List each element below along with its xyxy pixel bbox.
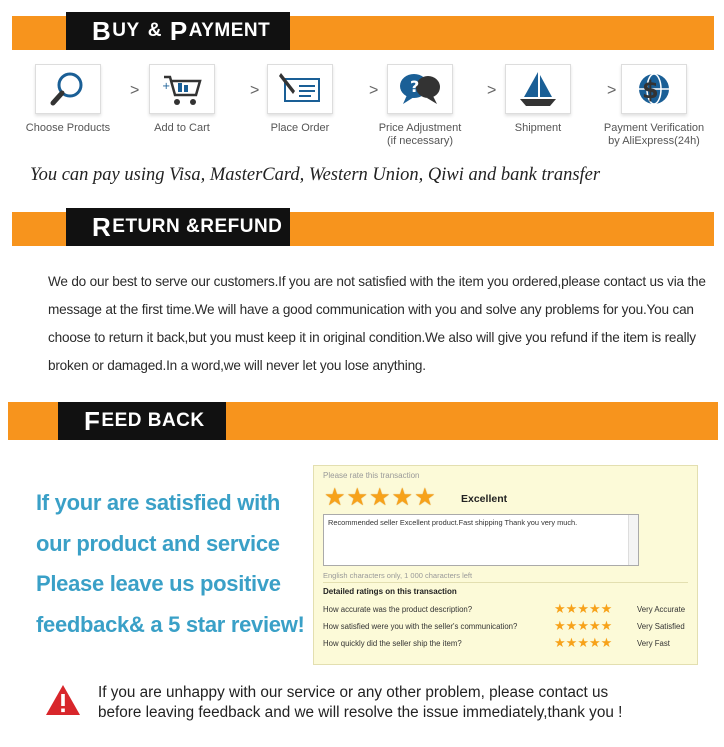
star-icon[interactable]: ★ <box>588 635 601 650</box>
svg-text:+: + <box>162 81 171 92</box>
feedback-request-line: our product and service <box>36 531 280 556</box>
star-icon[interactable]: ★ <box>588 618 601 633</box>
rating-question: How quickly did the seller ship the item? <box>323 639 462 648</box>
feedback-request-line: feedback& a 5 star review! <box>36 612 305 637</box>
rating-value: Very Accurate <box>637 605 686 614</box>
star-icon[interactable]: ★ <box>565 618 578 633</box>
star-icon[interactable]: ★ <box>577 601 589 616</box>
star-icon[interactable]: ★ <box>588 601 601 616</box>
textarea-scrollbar[interactable] <box>628 515 638 565</box>
star-icon[interactable]: ★ <box>554 635 566 650</box>
rating-question: How accurate was the product description? <box>323 605 473 614</box>
overall-rating-label: Excellent <box>461 493 508 505</box>
cart-icon <box>160 69 204 109</box>
step-place-order: Place Order <box>240 64 360 135</box>
star-icon[interactable]: ★ <box>554 601 566 616</box>
feedback-request-line: Please leave us positive <box>36 571 281 596</box>
row-star-rating[interactable] <box>554 619 612 632</box>
step-price-adjustment: ? Price Adjustment (if necessary) <box>360 64 480 148</box>
star-icon[interactable]: ★ <box>600 618 613 633</box>
ship-icon <box>516 69 560 109</box>
feedback-comment-textarea[interactable]: Recommended seller Excellent product.Fast shipping Thank you very much. <box>323 514 639 566</box>
star-icon[interactable]: ★ <box>600 635 613 650</box>
star-icon[interactable]: ★ <box>577 635 589 650</box>
star-icon[interactable]: ★ <box>324 484 346 511</box>
step-arrow: > <box>487 82 497 99</box>
step-arrow: > <box>130 82 140 99</box>
row-star-rating[interactable] <box>554 602 612 615</box>
star-icon[interactable]: ★ <box>414 484 436 511</box>
rating-panel-header: Please rate this transaction <box>323 471 420 480</box>
detailed-ratings-title: Detailed ratings on this transaction <box>323 587 457 596</box>
row-star-rating[interactable] <box>554 636 612 649</box>
rating-panel <box>313 465 698 665</box>
step-shipment: Shipment <box>478 64 598 135</box>
step-payment-verification: $ Payment Verification by AliExpress(24h) <box>592 64 716 148</box>
warning-message: If you are unhappy with our service or any other problem, please contact us before leaving feedback and we will resolve the issue immediately,thank you ! <box>98 684 623 721</box>
star-icon[interactable]: ★ <box>565 601 578 616</box>
payment-section-title: B UY & P AYMENT <box>66 12 290 50</box>
star-icon[interactable]: ★ <box>565 635 578 650</box>
star-icon[interactable]: ★ <box>391 484 414 511</box>
step-choose-products: Choose Products <box>8 64 128 135</box>
globe-dollar-icon <box>632 69 676 109</box>
refund-policy-text: We do our best to serve our customers.If you are not satisfied with the item you ordered,please contact us via the message at the first time.We will have a good communication with you and solve any problems for you.You can choose to return it back,but you must keep it in original condition.We also will give you refund if the item is really broken or damaged.In a word,we will never let you lose anything. <box>48 274 706 373</box>
order-icon <box>277 69 323 109</box>
star-icon[interactable]: ★ <box>369 484 391 511</box>
step-arrow: > <box>607 82 617 99</box>
svg-text:$: $ <box>642 76 659 104</box>
rating-question: How satisfied were you with the seller's communication? <box>323 622 518 631</box>
rating-value: Very Fast <box>637 639 670 648</box>
warning-icon <box>44 683 82 717</box>
payment-methods-text: You can pay using Visa, MasterCard, Western Union, Qiwi and bank transfer <box>30 165 601 185</box>
star-icon[interactable]: ★ <box>346 484 369 511</box>
step-arrow: > <box>369 82 379 99</box>
refund-section-title: R ETURN &REFUND <box>66 208 290 246</box>
feedback-request-line: If your are satisfied with <box>36 490 281 515</box>
svg-text:?: ? <box>410 77 420 96</box>
characters-left-note: English characters only, 1 000 characters left <box>323 571 473 580</box>
overall-star-rating[interactable] <box>324 486 437 510</box>
rating-value: Very Satisfied <box>637 622 685 631</box>
step-arrow: > <box>250 82 260 99</box>
star-icon[interactable]: ★ <box>600 601 613 616</box>
step-add-to-cart: + Add to Cart <box>122 64 242 135</box>
feedback-section-title: F EED BACK <box>58 402 226 440</box>
star-icon[interactable]: ★ <box>577 618 589 633</box>
chat-icon <box>397 69 443 109</box>
star-icon[interactable]: ★ <box>554 618 566 633</box>
magnifier-icon <box>48 69 88 109</box>
divider <box>323 582 688 583</box>
